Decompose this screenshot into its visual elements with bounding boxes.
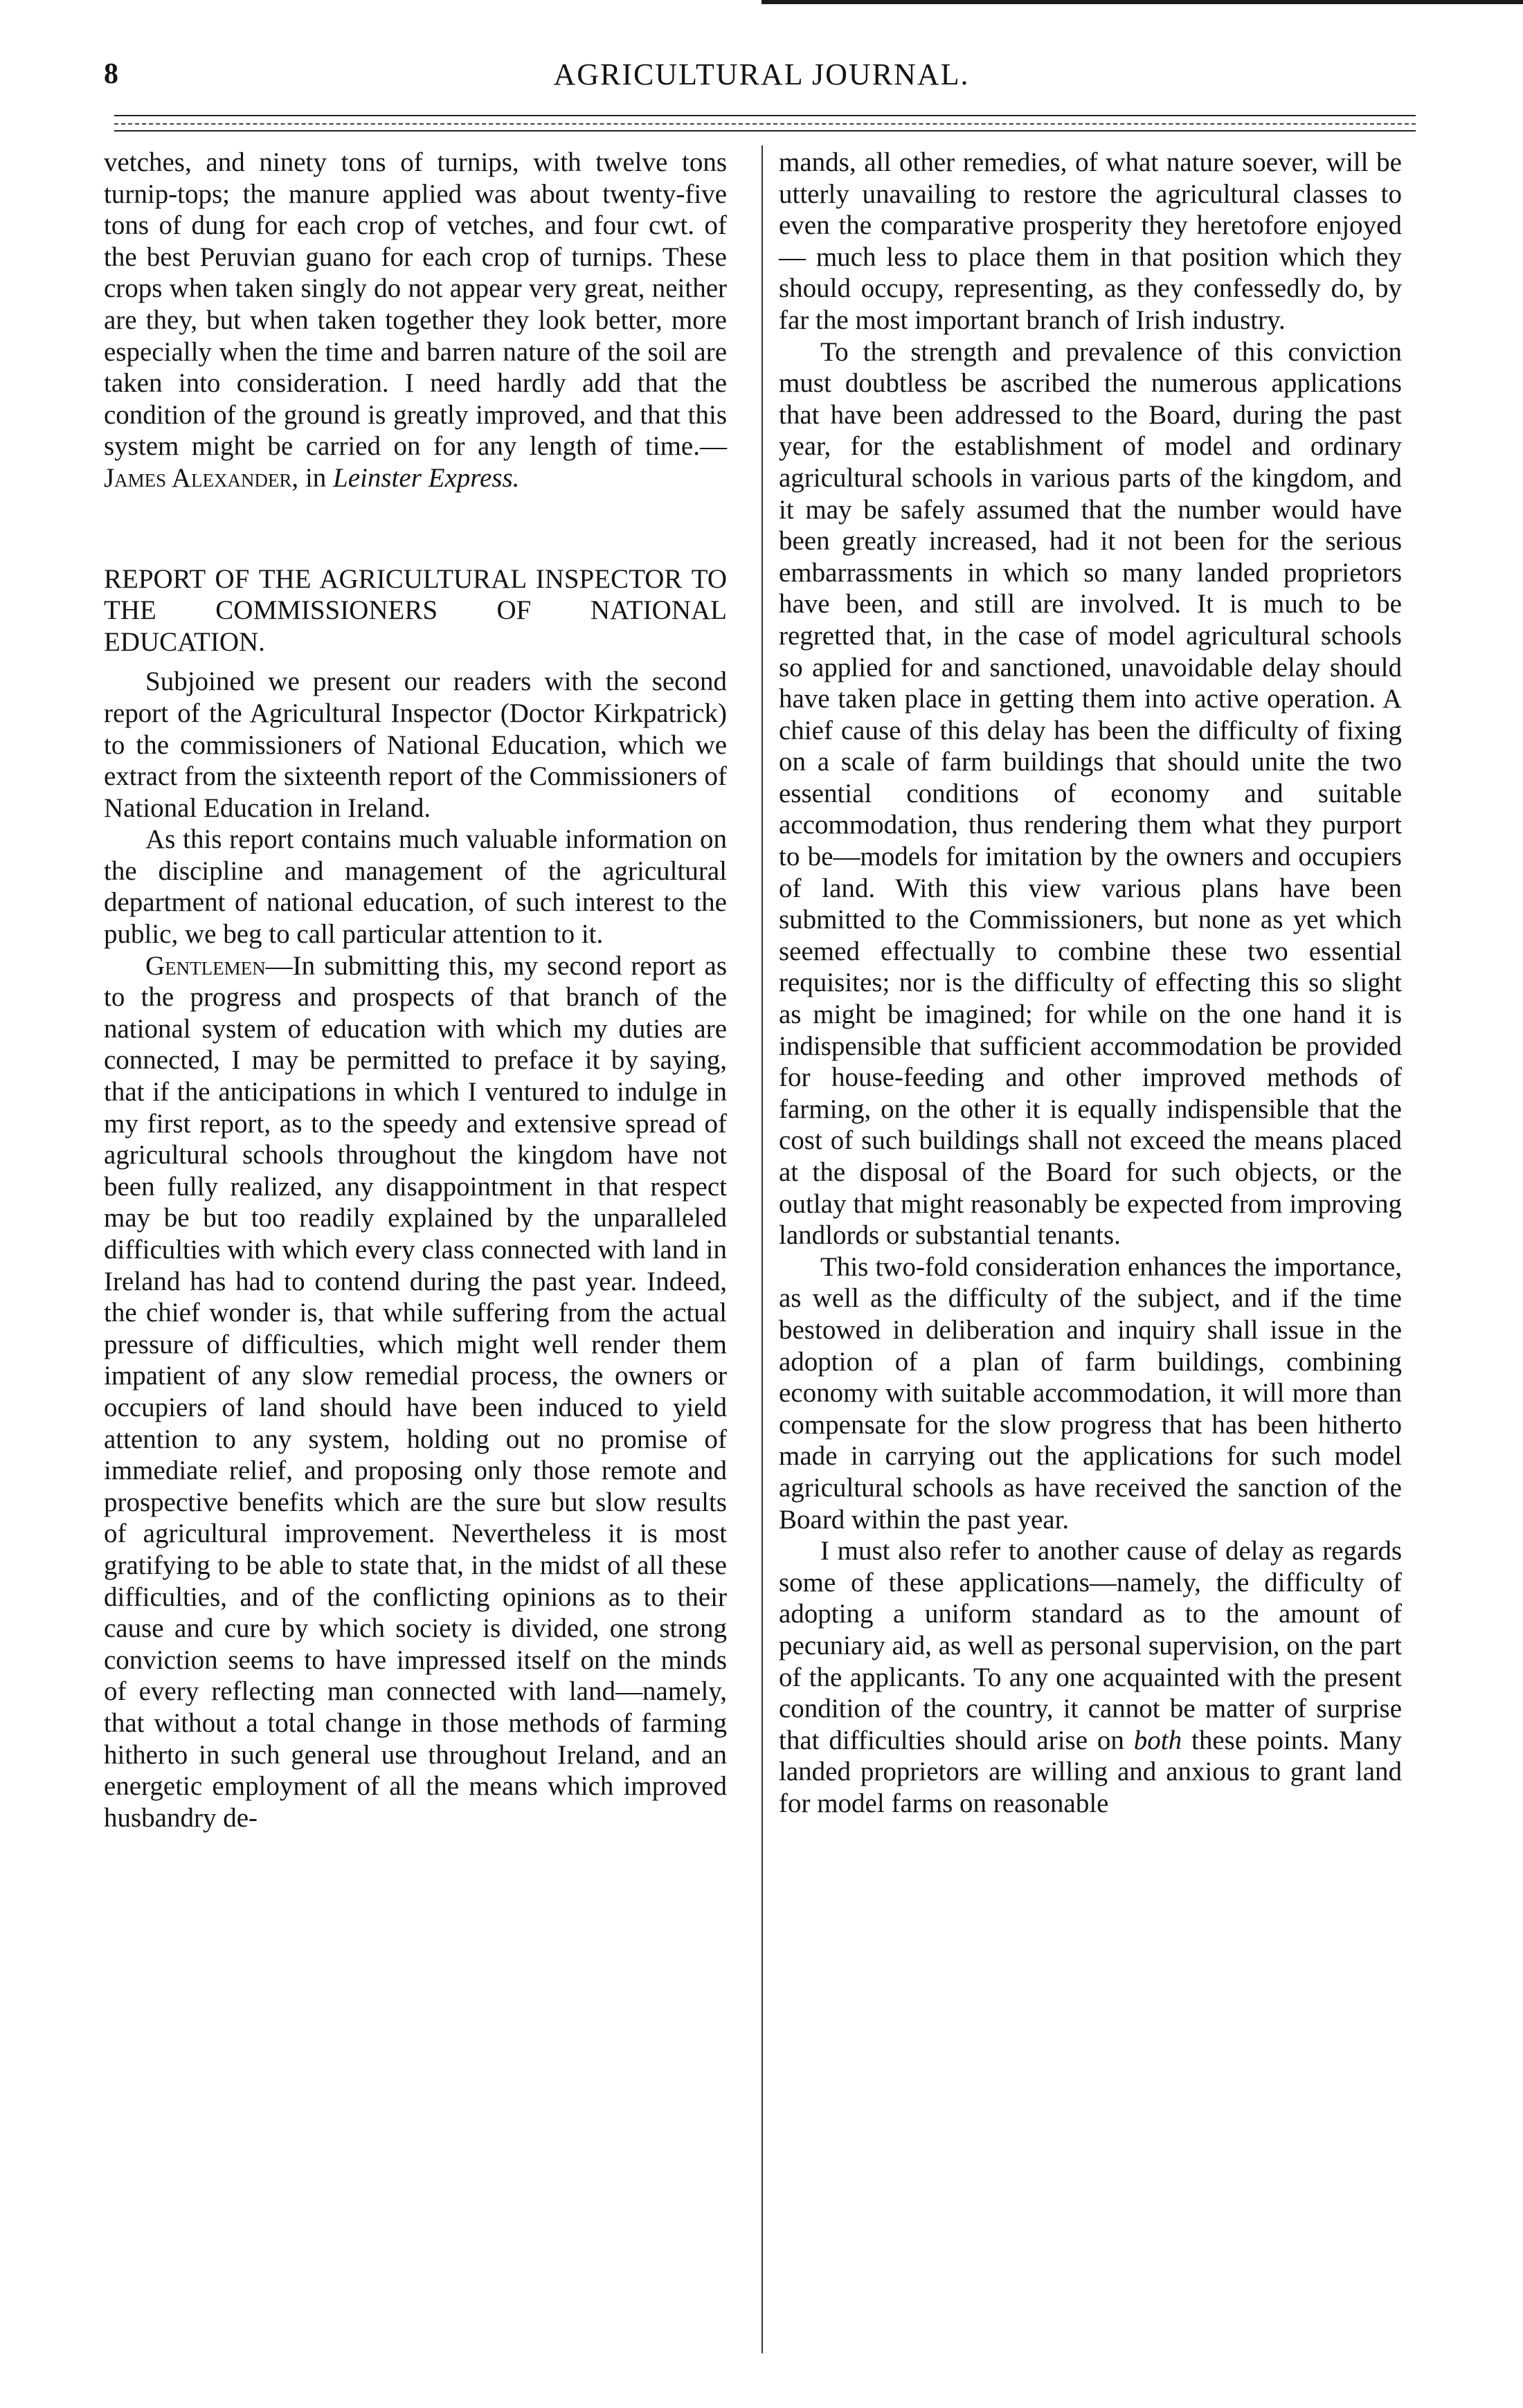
right-paragraph-4-emphasis: both	[1133, 1725, 1182, 1755]
signature-name: James Alexander,	[104, 462, 299, 493]
running-title: AGRICULTURAL JOURNAL.	[553, 57, 970, 91]
right-paragraph-4-text-b: these points. Many landed proprietors are willing and anxious to grant land for model farms on reasonable	[779, 1725, 1403, 1818]
opening-paragraph	[104, 147, 727, 494]
right-paragraph-3: This two-fold consideration enhances the importance, as well as the difficulty of the subject, and if the time bestowed in deliberation and inquiry shall issue in the adoption of a plan of farm buildings, combining economy with suitable accommodation, it will more than compensate for the slow progress that has been hitherto made in carrying out the applications for such model agricultural schools as have received the sanction of the Board within the past year.	[779, 1251, 1402, 1535]
header-rule-bottom	[114, 130, 1416, 132]
signature-source-prefix: in	[298, 462, 334, 493]
intro-paragraph-1: Subjoined we present our readers with the second report of the Agricultural Inspector (Doctor Kirkpatrick) to the commissioners of National Education, which we extract from the sixteenth report of the Commissioners of National Education in Ireland.	[104, 667, 727, 823]
salutation: Gentlemen	[145, 950, 266, 981]
page-number: 8	[104, 58, 118, 90]
top-edge-rule	[762, 0, 1523, 4]
article-heading: REPORT OF THE AGRICULTURAL INSPECTOR TO THE COMMISSIONERS OF NATIONAL EDUCATION.	[104, 563, 727, 657]
left-column	[104, 147, 727, 1834]
right-paragraph-4-text-a: I must also refer to another cause of delay as regards some of these applications—namely, the difficulty of adopting a uniform standard as to the amount of pecuniary aid, as well as personal supervision, on the part of the applicants. To any one acquainted with the present condition of the country, it cannot be matter of surprise that difficulties should arise on	[779, 1536, 1402, 1755]
right-paragraph-4	[779, 1535, 1402, 1819]
opening-paragraph-text: vetches, and ninety tons of turnips, with twelve tons turnip-tops; the manure applied was about twenty-five tons of dung for each crop of vetches, and four cwt. of the best Peruvian guano for each crop of turnips. These crops when taken singly do not appear very great, neither are they, but when taken together they look better, more especially when the time and barren nature of the soil are taken into consideration. I need hardly add that the condition of the ground is greatly improved, and that this system might be carried on for any length of time.—	[104, 147, 727, 462]
report-paragraph-1-text: —In submitting this, my second report as to the progress and prospects of that branch of the national system of education with which my duties are connected, I may be permitted to preface it by saying, that if the anticipations in which I ventured to indulge in my first report, as to the speedy and extensive spread of agricultural schools throughout the kingdom have not been fully realized, any disappointment in that respect may be but too readily explained by the unparalleled difficulties with which every class connected with land in Ireland has had to contend during the past year. Indeed, the chief wonder is, that while suffering from the actual pressure of difficulties, which might well render them impatient of any slow remedial process, the owners or occupiers of land should have been induced to yield attention to any system, holding out no promise of immediate relief, and proposing only those remote and prospective benefits which are the sure but slow results of agricultural improvement. Nevertheless it is most gratifying to be able to state that, in the midst of all these difficulties, and of the conflicting opinions as to their cause and cure by which society is divided, one strong conviction seems to have impressed itself on the minds of every reflecting man connected with land—namely, that without a total change in those methods of farming hitherto in such general use throughout Ireland, and an energetic employment of all the means which improved husbandry de-	[104, 950, 727, 1833]
signature-source: Leinster Express.	[333, 462, 520, 493]
header-rule-middle	[114, 123, 1416, 125]
header-rule-top	[114, 115, 1416, 116]
continued-paragraph: mands, all other remedies, of what nature soever, will be utterly unavailing to restore the agricultural classes to even the comparative prosperity they heretofore enjoyed— much less to place them in that position which they should occupy, representing, as they confessedly do, by far the most important branch of Irish industry.	[779, 147, 1402, 335]
column-divider	[762, 145, 763, 2353]
right-paragraph-2: To the strength and prevalence of this conviction must doubtless be ascribed the numerous applications that have been addressed to the Board, during the past year, for the establishment of model and ordinary agricultural schools in various parts of the kingdom, and it may be safely assumed that the number would have been greatly increased, had it not been for the serious embarrassments in which so many landed proprietors have been, and still are involved. It is much to be regretted that, in the case of model agricultural schools so applied for and sanctioned, unavoidable delay should have taken place in getting them into active operation. A chief cause of this delay has been the difficulty of fixing on a scale of farm buildings that should unite the two essential conditions of economy and suitable accommodation, thus rendering them what they purport to be—models for imitation by the owners and occupiers of land. With this view various plans have been submitted to the Commissioners, but none as yet which seemed effectually to combine these two essential requisites; nor is the difficulty of effecting this so slight as might be imagined; for while on the one hand it is indispensible that sufficient accommodation be provided for house-feeding and other improved methods of farming, on the other it is equally indispensible that the cost of such buildings shall not exceed the means placed at the disposal of the Board for such objects, or the outlay that might reasonably be expected from improving landlords or substantial tenants.	[779, 336, 1402, 1251]
right-column	[779, 147, 1402, 1819]
intro-paragraph-2: As this report contains much valuable information on the discipline and management of the agricultural department of national education, of such interest to the public, we beg to call particular attention to it.	[104, 824, 727, 950]
report-paragraph-1	[104, 950, 727, 1834]
